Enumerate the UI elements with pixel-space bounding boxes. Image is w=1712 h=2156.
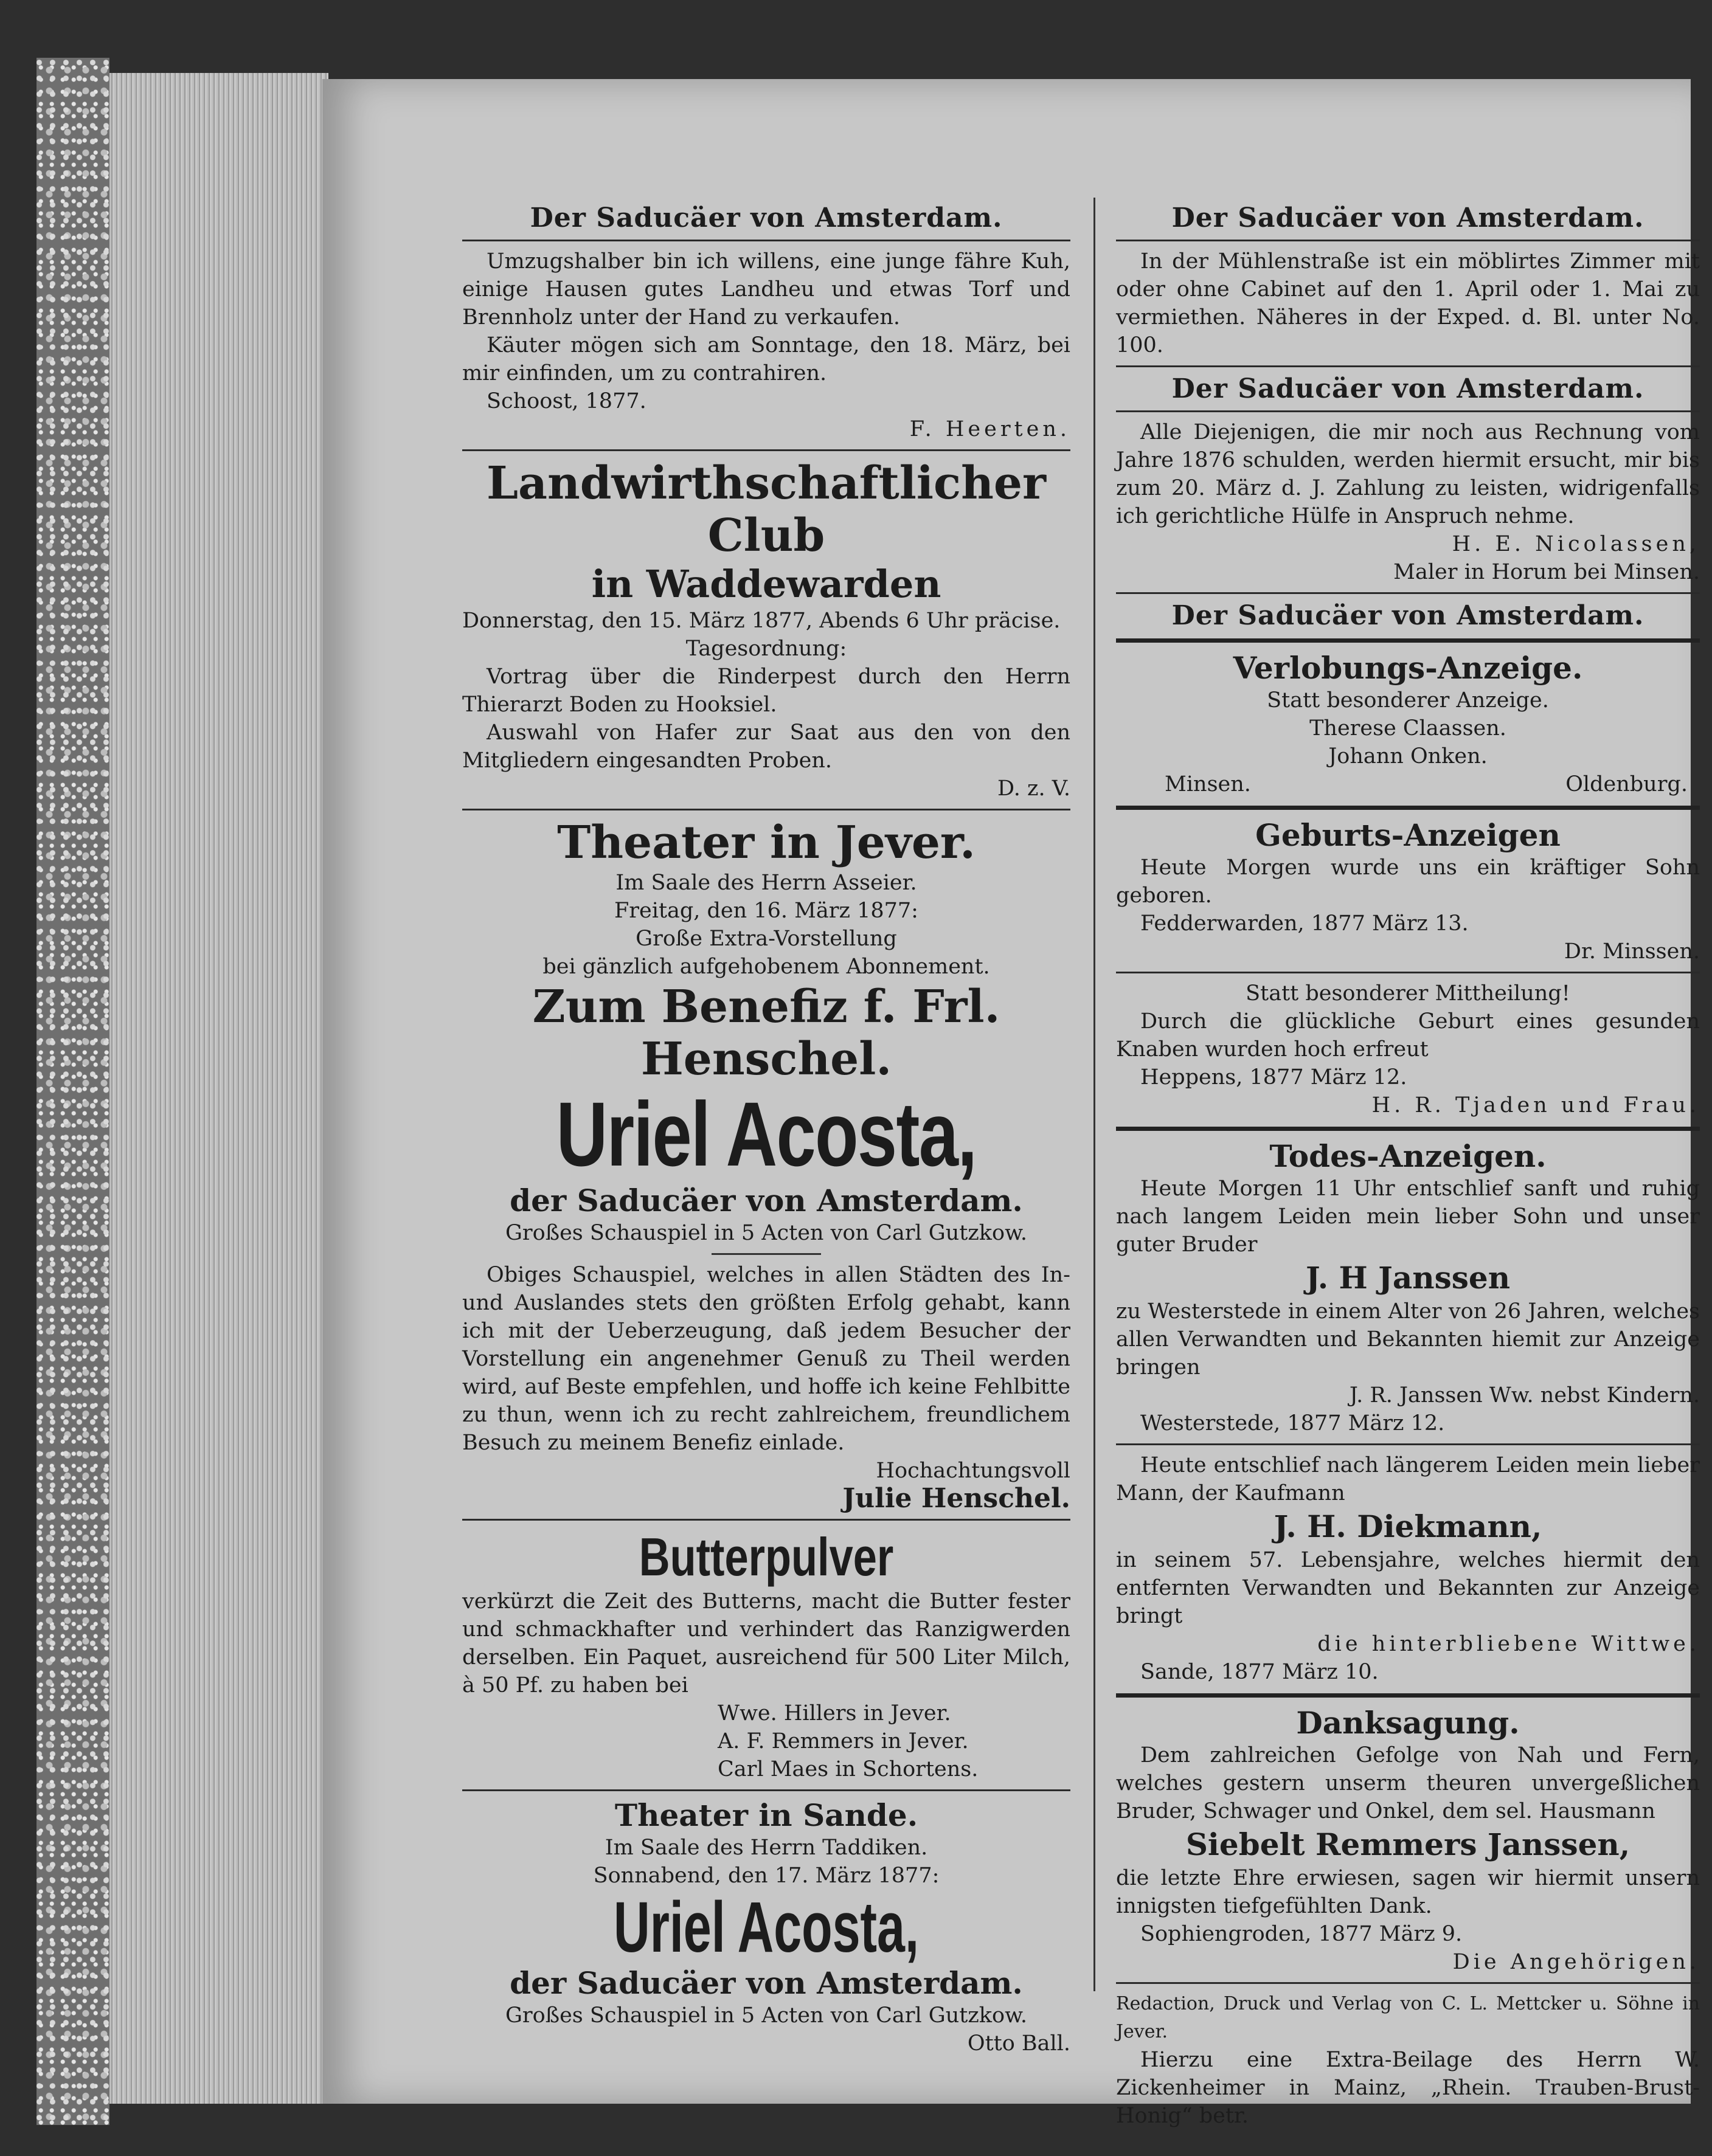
person-name: Therese Claassen. bbox=[1309, 716, 1506, 741]
ad-signature: D. z. V. bbox=[997, 776, 1070, 801]
place-right: Oldenburg. bbox=[1565, 772, 1688, 796]
column-divider bbox=[1093, 198, 1095, 1991]
ad-date: Donnerstag, den 15. März 1877, Abends 6 Uhr präcise. bbox=[462, 609, 1061, 633]
ad-birth bbox=[1116, 817, 1700, 966]
ad-engagement bbox=[1116, 650, 1700, 798]
divider-rule bbox=[1116, 1982, 1700, 1984]
ad-text: Heute Morgen 11 Uhr entschlief sanft und ruhig nach langem Leiden mein lieber Sohn und unser guter Bruder bbox=[1116, 1176, 1700, 1257]
ad-butterpulver bbox=[462, 1527, 1070, 1783]
ad-subtitle: in Waddewarden bbox=[591, 562, 941, 606]
ad-place: Fedderwarden, 1877 März 13. bbox=[1140, 911, 1469, 936]
agenda-item: Auswahl von Hafer zur Saat aus den von den Mitgliedern eingesandten Proben. bbox=[462, 720, 1070, 773]
ad-title: Geburts-Anzeigen bbox=[1255, 817, 1561, 853]
places-row bbox=[1116, 770, 1700, 798]
ad-signature: H. R. Tjaden und Frau. bbox=[1371, 1093, 1700, 1118]
ad-line: Statt besonderer Mittheilung! bbox=[1246, 981, 1570, 1006]
ad-theater-sande bbox=[462, 1797, 1070, 2058]
ad-text: zu Westerstede in einem Alter von 26 Jahren, welches allen Verwandten und Bekannten hiemit zur Anzeige bringen bbox=[1116, 1299, 1700, 1380]
divider-rule bbox=[462, 449, 1070, 451]
thick-divider bbox=[1116, 1693, 1700, 1698]
place-left: Minsen. bbox=[1165, 772, 1251, 796]
ad-signature: F. Heerten. bbox=[909, 417, 1070, 441]
ad-signature: H. E. Nicolassen, bbox=[1452, 532, 1700, 556]
divider-rule bbox=[462, 1789, 1070, 1791]
ad-debts-notice bbox=[1116, 373, 1700, 586]
ad-place: Sophiengroden, 1877 März 9. bbox=[1140, 1922, 1463, 1946]
thick-divider bbox=[1116, 638, 1700, 643]
ad-signature: J. R. Janssen Ww. nebst Kindern. bbox=[1349, 1383, 1700, 1408]
deceased-name: J. H Janssen bbox=[1305, 1260, 1511, 1296]
person-name: Johann Onken. bbox=[1328, 744, 1488, 769]
right-column bbox=[1116, 198, 1700, 2130]
seller: A. F. Remmers in Jever. bbox=[718, 1729, 969, 1753]
short-divider bbox=[712, 1253, 821, 1255]
ad-club-waddewarden bbox=[462, 457, 1070, 803]
play-title: Uriel Acosta, bbox=[556, 1083, 977, 1185]
ad-text: In der Mühlenstraße ist ein möblirtes Zimmer mit oder ohne Cabinet auf den 1. April oder 1. Mai zu vermiethen. Näheres in der Exped. d. Bl. unter No. 100. bbox=[1116, 249, 1700, 358]
ad-header: Der Saducäer von Amsterdam. bbox=[1171, 373, 1644, 404]
ad-place: Schoost, 1877. bbox=[487, 389, 646, 413]
ad-death-diekmann bbox=[1116, 1451, 1700, 1686]
ad-header: Der Saducäer von Amsterdam. bbox=[1171, 600, 1644, 631]
ad-text: Durch die glückliche Geburt eines gesunden Knaben wurden hoch erfreut bbox=[1116, 1009, 1700, 1062]
stacked-page-edges bbox=[109, 73, 328, 2104]
ad-line: Statt besonderer Anzeige. bbox=[1267, 688, 1549, 713]
ad-body: verkürzt die Zeit des Butterns, macht die Butter fester und schmackhafter und verhindert das Ranzigwerden derselben. Ein Paquet, ausreichend für 500 Liter Milch, à 50 Pf. zu haben bei bbox=[462, 1589, 1070, 1698]
ad-text: in seinem 57. Lebensjahre, welches hiermit den entfernten Verwandten und Bekannten zur Anzeige bringt bbox=[1116, 1548, 1700, 1628]
ad-room-rent bbox=[1116, 202, 1700, 359]
ad-title: Verlobungs-Anzeige. bbox=[1233, 650, 1583, 686]
play-subtitle: der Saducäer von Amsterdam. bbox=[510, 1183, 1023, 1218]
ad-line: bei gänzlich aufgehobenem Abonnement. bbox=[542, 955, 990, 979]
ad-title: Theater in Jever. bbox=[557, 817, 976, 869]
ad-date: Sonnabend, den 17. März 1877: bbox=[593, 1864, 940, 1888]
page-footer bbox=[1116, 1990, 1700, 2130]
ad-title: Landwirthschaftlicher Club bbox=[487, 457, 1046, 562]
divider-rule bbox=[1116, 592, 1700, 594]
ad-signature: die hinterbliebene Wittwe. bbox=[1317, 1632, 1700, 1656]
divider-rule bbox=[462, 240, 1070, 241]
ad-closing: Hochachtungsvoll bbox=[876, 1459, 1070, 1483]
play-description: Großes Schauspiel in 5 Acten von Carl Gutzkow. bbox=[505, 2003, 1028, 2028]
ad-header-only bbox=[1116, 600, 1700, 631]
ad-title: Theater in Sande. bbox=[614, 1797, 918, 1833]
thick-divider bbox=[1116, 1127, 1700, 1131]
ad-date: Freitag, den 16. März 1877: bbox=[614, 899, 918, 923]
ad-title: Todes-Anzeigen. bbox=[1269, 1138, 1547, 1174]
seller: Carl Maes in Schortens. bbox=[718, 1757, 979, 1781]
ad-place: Sande, 1877 März 10. bbox=[1140, 1660, 1379, 1684]
ad-theater-jever bbox=[462, 817, 1070, 1513]
ad-text: die letzte Ehre erwiesen, sagen wir hiermit unsern innigsten tiefgefühlten Dank. bbox=[1116, 1866, 1700, 1918]
divider-rule bbox=[1116, 410, 1700, 412]
ad-text: Heute Morgen wurde uns ein kräftiger Sohn geboren. bbox=[1116, 855, 1700, 908]
agenda-label: Tagesordnung: bbox=[685, 637, 847, 661]
ad-line: Große Extra-Vorstellung bbox=[636, 927, 897, 951]
ad-place: Heppens, 1877 März 12. bbox=[1140, 1065, 1407, 1090]
ad-text: Heute entschlief nach längerem Leiden mein lieber Mann, der Kaufmann bbox=[1116, 1453, 1700, 1505]
left-column bbox=[462, 198, 1070, 2058]
divider-rule bbox=[1116, 365, 1700, 367]
seller: Wwe. Hillers in Jever. bbox=[718, 1701, 951, 1726]
ad-header: Der Saducäer von Amsterdam. bbox=[1171, 202, 1644, 233]
ad-sale-schoost bbox=[462, 202, 1070, 443]
divider-rule bbox=[1116, 240, 1700, 241]
divider-rule bbox=[1116, 972, 1700, 973]
benefit-heading: Zum Benefiz f. Frl. Henschel. bbox=[532, 981, 1000, 1085]
ad-header: Der Saducäer von Amsterdam. bbox=[530, 202, 1003, 233]
agenda-item: Vortrag über die Rinderpest durch den Herrn Thierarzt Boden zu Hooksiel. bbox=[462, 665, 1070, 717]
ad-signature: Otto Ball. bbox=[967, 2031, 1070, 2056]
supplement-note: Hierzu eine Extra-Beilage des Herrn W. Zickenheimer in Mainz, „Rhein. Trauben-Brust-Honig“ betr. bbox=[1116, 2048, 1700, 2128]
ad-death-janssen bbox=[1116, 1138, 1700, 1437]
play-description: Großes Schauspiel in 5 Acten von Carl Gutzkow. bbox=[505, 1221, 1028, 1245]
play-title: Uriel Acosta, bbox=[614, 1887, 919, 1968]
newspaper-page bbox=[322, 79, 1700, 2128]
ad-signature-line2: Maler in Horum bei Minsen. bbox=[1393, 560, 1700, 584]
ad-thanks bbox=[1116, 1705, 1700, 1976]
ad-birth-2 bbox=[1116, 980, 1700, 1119]
ad-text: Käuter mögen sich am Sonntage, den 18. März, bei mir einfinden, um zu contrahiren. bbox=[462, 333, 1070, 385]
ad-body: Obiges Schauspiel, welches in allen Städten des In- und Auslandes stets den größten Erfolg gehabt, kann ich mit der Ueberzeugung, daß jedem Besucher der Vorstellung ein angenehmer Genuß zu Theil werden wird, auf Beste empfehlen, und hoffe ich keine Fehlbitte zu thun, wenn ich zu recht zahlreichem, freundlichem Besuch zu meinem Benefiz einlade. bbox=[462, 1263, 1070, 1455]
thick-divider bbox=[1116, 806, 1700, 810]
deceased-name: J. H. Diekmann, bbox=[1274, 1508, 1542, 1544]
ad-title: Danksagung. bbox=[1296, 1705, 1520, 1741]
ad-text: Umzugshalber bin ich willens, eine junge fähre Kuh, einige Hausen gutes Landheu und etwas Torf und Brennholz unter der Hand zu verkaufen. bbox=[462, 249, 1070, 330]
ad-signature: Dr. Minssen. bbox=[1564, 939, 1700, 964]
imprint: Redaction, Druck und Verlag von C. L. Mettcker u. Söhne in Jever. bbox=[1116, 1993, 1700, 2042]
divider-rule bbox=[462, 1519, 1070, 1521]
ad-text: Dem zahlreichen Gefolge von Nah und Fern, welches gestern unserm theuren unvergeßlichen Bruder, Schwager und Onkel, dem sel. Hausmann bbox=[1116, 1743, 1700, 1823]
marbled-book-cover bbox=[36, 58, 109, 2125]
ad-signature: Die Angehörigen. bbox=[1452, 1950, 1700, 1974]
ad-text: Alle Diejenigen, die mir noch aus Rechnung vom Jahre 1876 schulden, werden hiermit ersucht, mir bis zum 20. März d. J. Zahlung zu leisten, widrigenfalls ich gerichtliche Hülfe in Anspruch nehme. bbox=[1116, 420, 1700, 528]
divider-rule bbox=[462, 809, 1070, 810]
ad-venue: Im Saale des Herrn Asseier. bbox=[615, 871, 917, 895]
play-subtitle: der Saducäer von Amsterdam. bbox=[510, 1965, 1023, 2001]
deceased-name: Siebelt Remmers Janssen, bbox=[1185, 1826, 1631, 1862]
ad-signature: Julie Henschel. bbox=[842, 1483, 1070, 1514]
ad-title: Butterpulver bbox=[639, 1527, 894, 1587]
ad-venue: Im Saale des Herrn Taddiken. bbox=[605, 1836, 928, 1860]
divider-rule bbox=[1116, 1443, 1700, 1445]
ad-place: Westerstede, 1877 März 12. bbox=[1140, 1411, 1445, 1436]
